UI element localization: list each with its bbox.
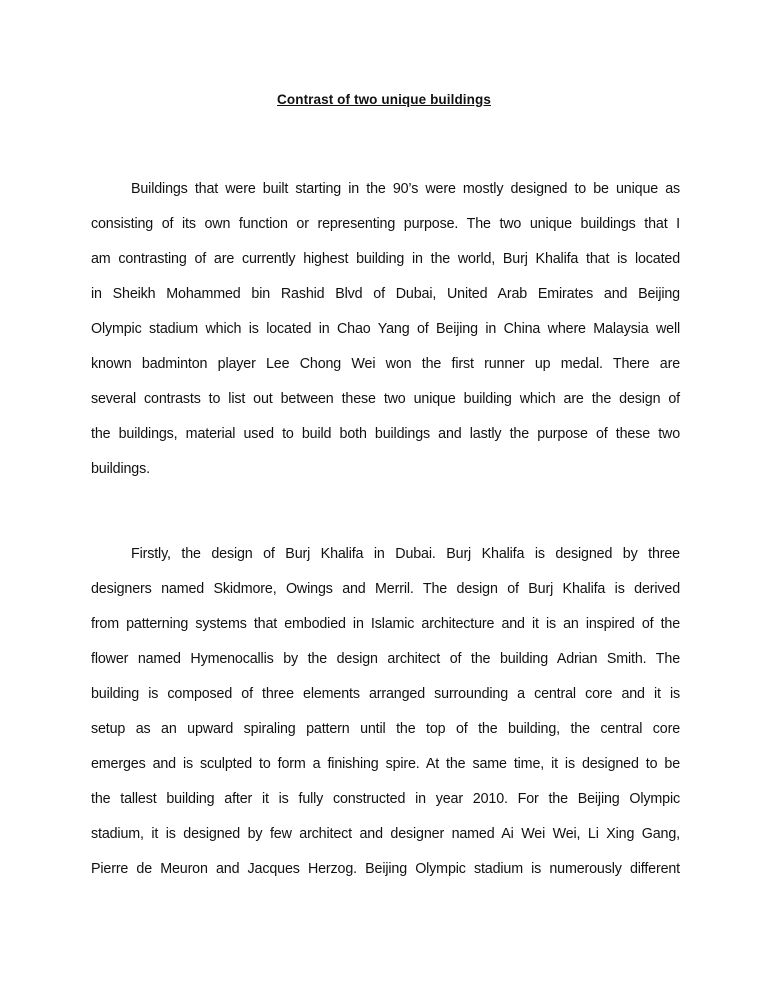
text-line: the buildings, material used to build both buildings and lastly the purpose of these two	[91, 426, 680, 442]
text-line: emerges and is sculpted to form a finishing spire. At the same time, it is designed to be	[91, 756, 680, 772]
text-line: Pierre de Meuron and Jacques Herzog. Beijing Olympic stadium is numerously different	[91, 861, 680, 877]
text-line: in Sheikh Mohammed bin Rashid Blvd of Dubai, United Arab Emirates and Beijing	[91, 286, 680, 302]
text-line: known badminton player Lee Chong Wei won the first runner up medal. There are	[91, 356, 680, 372]
text-line: buildings.	[91, 461, 150, 477]
text-line: consisting of its own function or representing purpose. The two unique buildings that I	[91, 216, 680, 232]
text-line: the tallest building after it is fully constructed in year 2010. For the Beijing Olympic	[91, 791, 680, 807]
paragraph-design	[91, 537, 680, 887]
text-line: stadium, it is designed by few architect and designer named Ai Wei Wei, Li Xing Gang,	[91, 826, 680, 842]
text-line: designers named Skidmore, Owings and Merril. The design of Burj Khalifa is derived	[91, 581, 680, 597]
text-line: Buildings that were built starting in the 90’s were mostly designed to be unique as	[131, 181, 680, 197]
paragraph-introduction	[91, 172, 680, 487]
text-line: am contrasting of are currently highest building in the world, Burj Khalifa that is located	[91, 251, 680, 267]
text-line: from patterning systems that embodied in Islamic architecture and it is an inspired of the	[91, 616, 680, 632]
text-line: several contrasts to list out between these two unique building which are the design of	[91, 391, 680, 407]
text-line: Olympic stadium which is located in Chao Yang of Beijing in China where Malaysia well	[91, 321, 680, 337]
text-line: flower named Hymenocallis by the design architect of the building Adrian Smith. The	[91, 651, 680, 667]
text-line: setup as an upward spiraling pattern until the top of the building, the central core	[91, 721, 680, 737]
document-title: Contrast of two unique buildings	[277, 92, 491, 107]
text-line: building is composed of three elements arranged surrounding a central core and it is	[91, 686, 680, 702]
text-line: Firstly, the design of Burj Khalifa in Dubai. Burj Khalifa is designed by three	[131, 546, 680, 562]
